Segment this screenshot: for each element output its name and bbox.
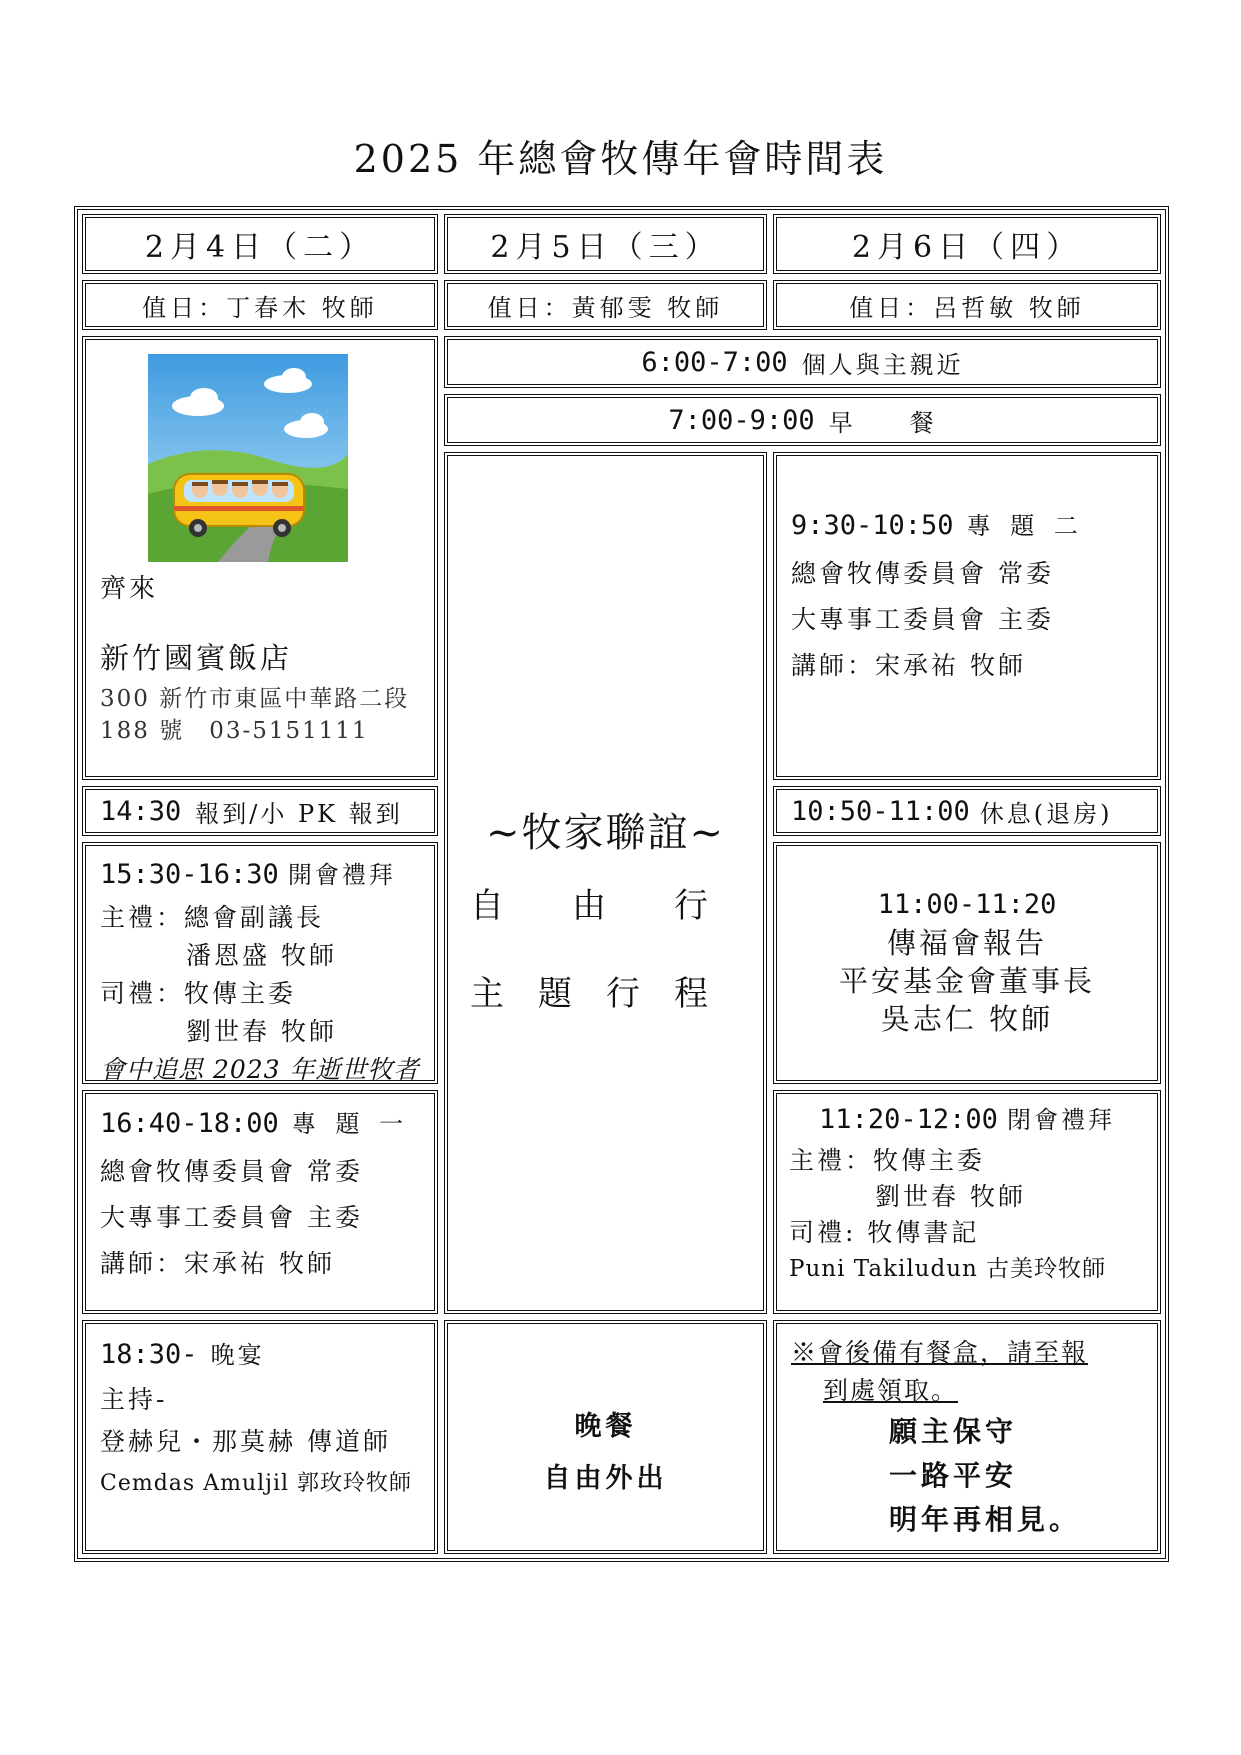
closing-time: 11:20-12:00 (819, 1104, 998, 1135)
hotel-address: 300 新竹市東區中華路二段 (100, 686, 410, 712)
devotion-time: 6:00-7:00 (641, 346, 788, 378)
day1-registration-cell (82, 786, 438, 836)
opening-host-label: 主禮：總會副議長 (100, 903, 325, 932)
day1-opening-cell (82, 842, 438, 1084)
breakfast-label: 早 餐 (828, 408, 937, 437)
day3-report-cell (773, 842, 1161, 1084)
devotion-cell (444, 336, 1161, 388)
topic2-line1: 總會牧傳委員會 常委 (791, 559, 1054, 588)
gather-text: 齊來 (100, 574, 159, 604)
page-title: 2025 年總會牧傳年會時間表 (353, 137, 888, 181)
tour-bus-illustration (148, 354, 348, 562)
opening-time: 15:30-16:30 (100, 859, 279, 890)
closing-host-label: 主禮：牧傳主委 (789, 1146, 986, 1175)
topic1-speaker: 講師：宋承祐 牧師 (100, 1249, 335, 1278)
note-line2: 到處領取。 (823, 1376, 959, 1405)
closing-mc-label: 司禮: 牧傳書記 (789, 1218, 980, 1247)
report-time: 11:00-11:20 (877, 889, 1057, 920)
opening-mc-label: 司禮：牧傳主委 (100, 979, 297, 1008)
registration-time: 14:30 (100, 795, 182, 827)
day3-date: 2月6日（四） (773, 214, 1161, 274)
note-line1: ※會後備有餐盒，請至報 (791, 1338, 1089, 1367)
day1-topic1-cell (82, 1090, 438, 1314)
closing-host-name: 劉世春 牧師 (875, 1182, 1026, 1211)
breakfast-cell (444, 394, 1161, 446)
topic2-time: 9:30-10:50 (791, 510, 954, 541)
day3-duty: 值日：呂哲敏 牧師 (773, 280, 1161, 330)
hotel-name: 新竹國賓飯店 (100, 641, 293, 675)
day3-note-cell (773, 1320, 1161, 1554)
breakfast-time: 7:00-9:00 (668, 404, 815, 436)
day3-closing-cell (773, 1090, 1161, 1314)
registration-label: 報到/小 PK 報到 (195, 799, 403, 828)
banquet-host: 主持- (100, 1385, 168, 1414)
topic2-label: 專 題 二 (966, 512, 1084, 540)
day2-duty: 值日：黃郁雯 牧師 (444, 280, 767, 330)
report-line1: 傳福會報告 (886, 926, 1047, 960)
opening-mc-name: 劉世春 牧師 (186, 1017, 337, 1046)
report-line3: 吳志仁 牧師 (880, 1002, 1054, 1036)
break-label: 休息(退房) (979, 799, 1113, 828)
blessing-line2: 一路平安 (889, 1459, 1018, 1492)
blessing-line1: 願主保守 (889, 1415, 1018, 1448)
day3-break-cell (773, 786, 1161, 836)
banquet-host2: Cemdas Amuljil 郭玫玲牧師 (100, 1471, 413, 1496)
free-tour: 自 由 行 (470, 886, 708, 926)
fellowship-title: ~牧家聯誼~ (485, 810, 726, 856)
day2-date: 2月5日（三） (444, 214, 767, 274)
break-time: 10:50-11:00 (791, 795, 970, 827)
hotel-address-phone: 188 號 03-5151111 (100, 718, 369, 744)
themed-tour: 主 題 行 程 (470, 974, 708, 1014)
day1-arrival-cell (82, 336, 438, 780)
blessing-line3: 明年再相見。 (889, 1503, 1082, 1536)
day1-duty: 值日：丁春木 牧師 (82, 280, 438, 330)
day1-date: 2月4日（二） (82, 214, 438, 274)
topic2-line2: 大專事工委員會 主委 (791, 605, 1054, 634)
banquet-time: 18:30- (100, 1339, 198, 1370)
closing-label: 閉會禮拜 (1006, 1106, 1115, 1134)
devotion-label: 個人與主親近 (801, 350, 964, 379)
dinner-line1: 晚餐 (574, 1411, 637, 1442)
report-line2: 平安基金會董事長 (838, 964, 1095, 998)
day2-fellowship-cell (444, 452, 767, 1314)
opening-host-name: 潘恩盛 牧師 (186, 941, 337, 970)
banquet-label: 晚宴 (210, 1341, 265, 1369)
day3-topic2-cell (773, 452, 1161, 780)
opening-label: 開會禮拜 (287, 861, 396, 889)
banquet-host1: 登赫兒・那莫赫 傳道師 (100, 1427, 391, 1456)
topic1-line1: 總會牧傳委員會 常委 (100, 1157, 363, 1186)
dinner-line2: 自由外出 (543, 1463, 668, 1494)
topic1-line2: 大專事工委員會 主委 (100, 1203, 363, 1232)
topic1-time: 16:40-18:00 (100, 1108, 279, 1139)
day2-dinner-cell (444, 1320, 767, 1554)
day1-banquet-cell (82, 1320, 438, 1554)
opening-memorial: 會中追思 2023 年逝世牧者 (100, 1055, 420, 1084)
topic1-label: 專 題 一 (291, 1110, 410, 1138)
topic2-speaker: 講師：宋承祐 牧師 (791, 651, 1026, 680)
closing-mc-name: Puni Takiludun 古美玲牧師 (789, 1256, 1107, 1282)
